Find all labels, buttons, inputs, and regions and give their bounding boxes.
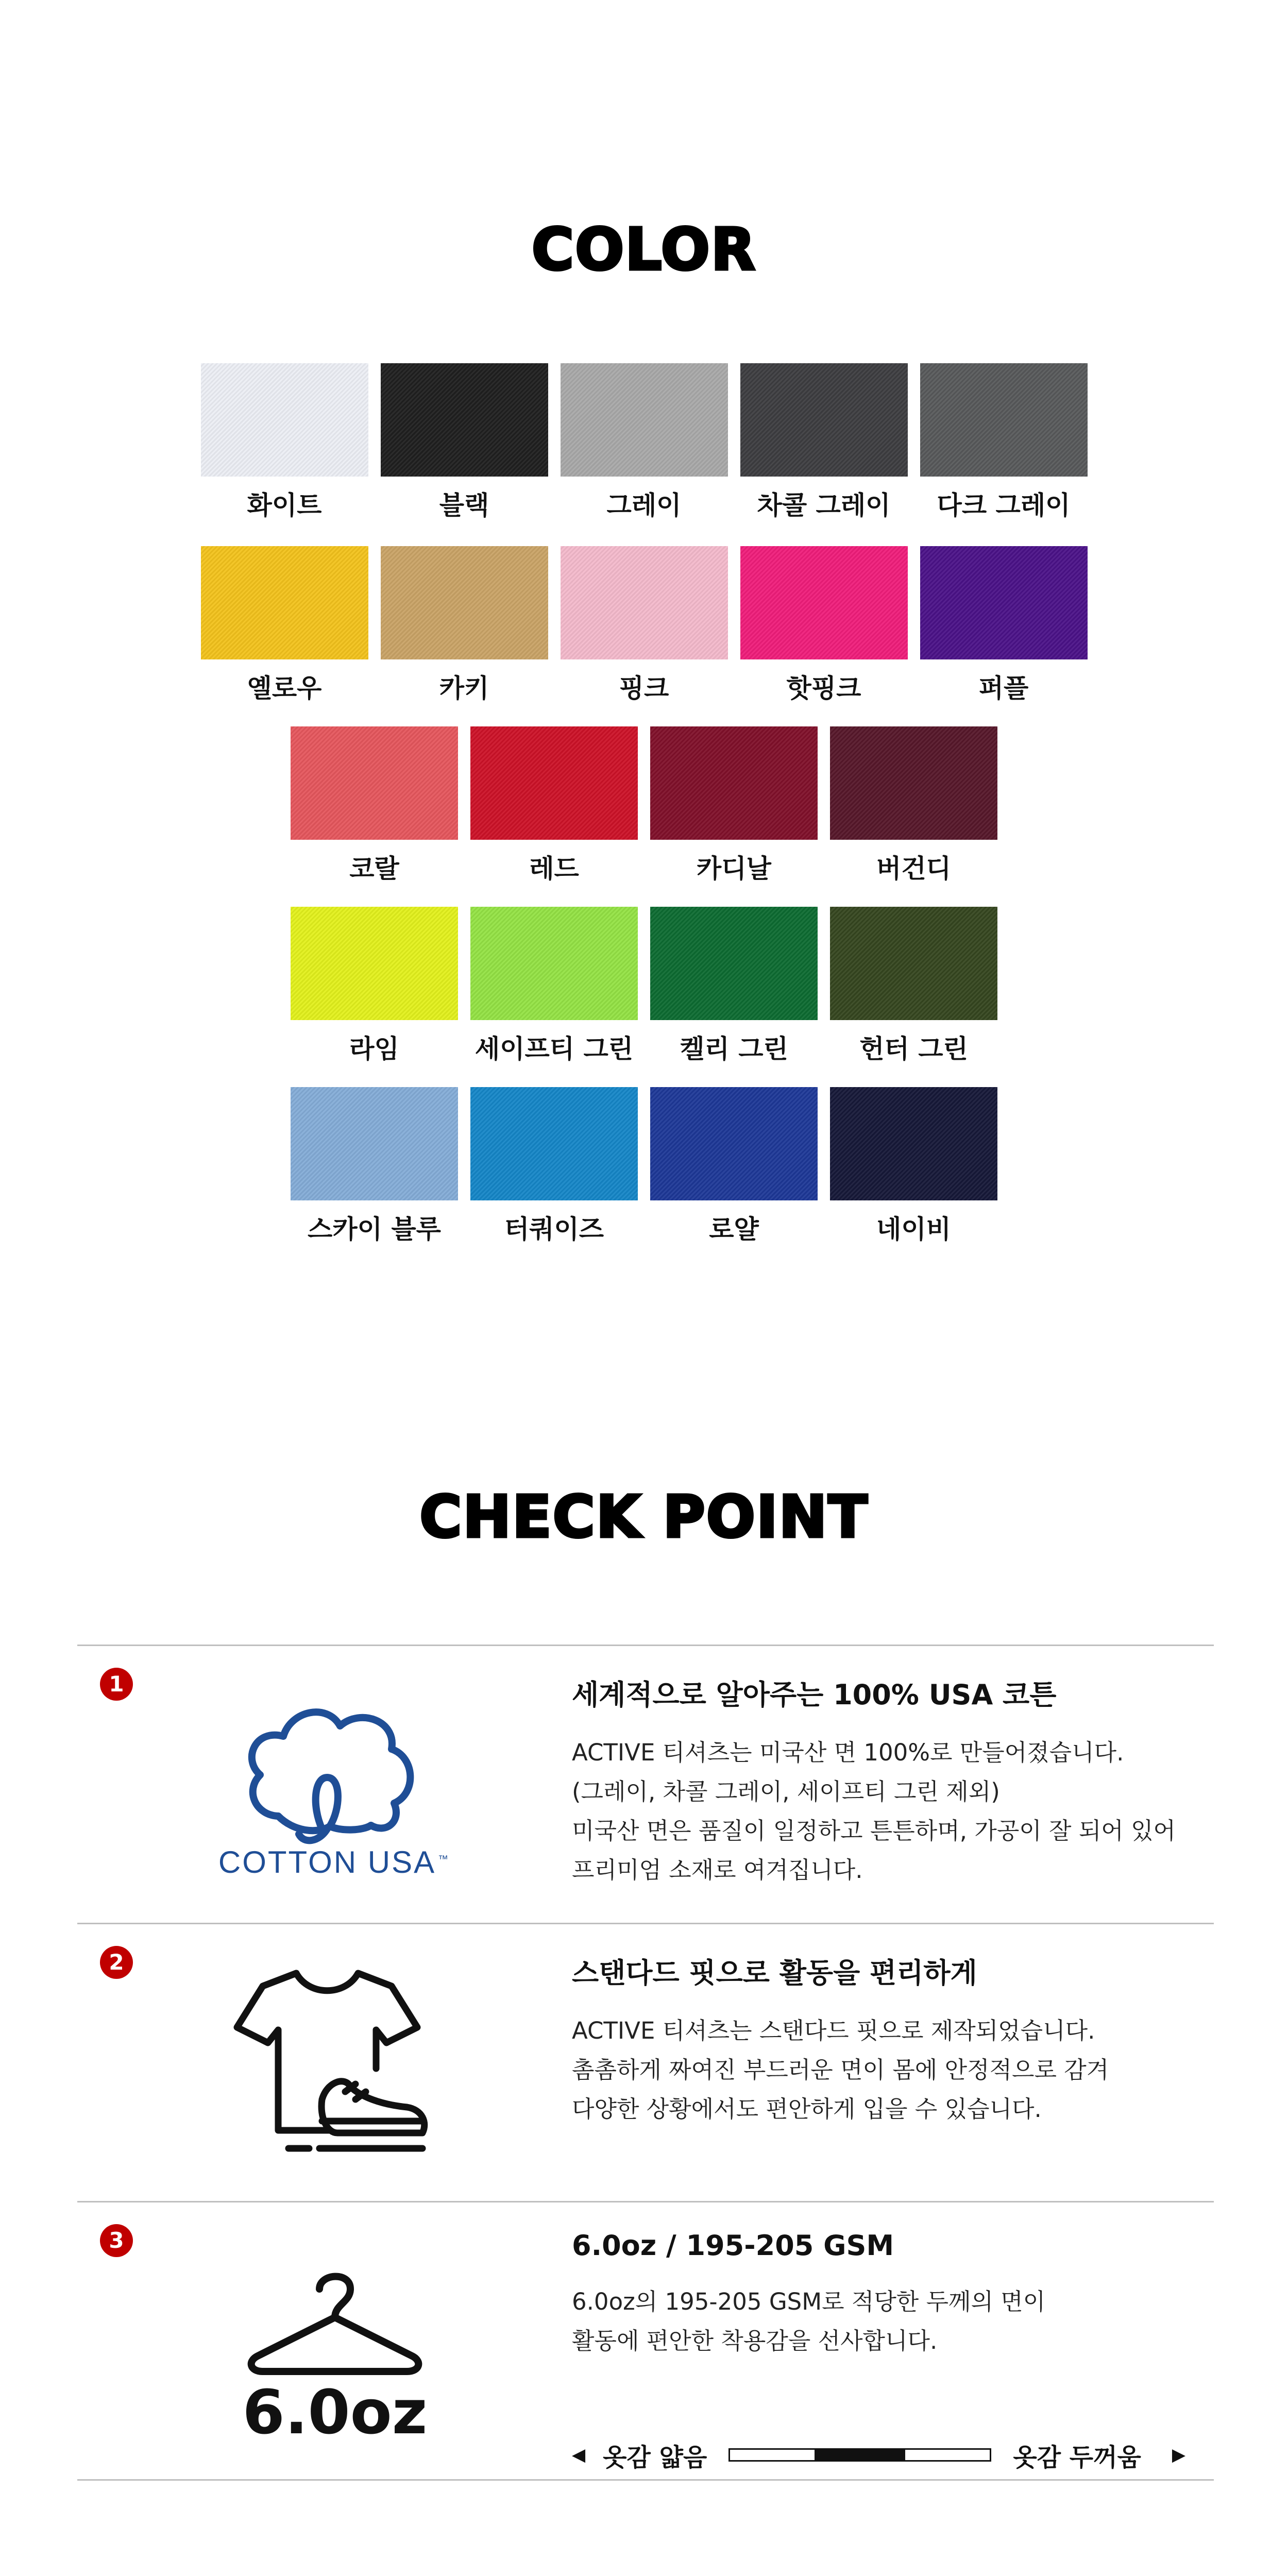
swatch-label: 카키	[439, 673, 489, 703]
swatch-label: 헌터 그린	[859, 1034, 968, 1064]
swatch-label: 레드	[529, 854, 579, 884]
swatch-chip	[291, 1087, 458, 1200]
hanger-icon-svg	[242, 2261, 428, 2379]
swatch-safety-green[interactable]	[470, 907, 638, 1065]
weight-label: 6.0oz	[242, 2377, 428, 2448]
swatch-label: 퍼플	[978, 673, 1029, 703]
check-point-item-2	[77, 1924, 1214, 2202]
swatch-label: 핫핑크	[786, 673, 861, 703]
swatch-chip	[830, 1087, 997, 1200]
thin-label: 옷감 얇음	[603, 2443, 707, 2472]
swatch-label: 세이프티 그린	[474, 1034, 634, 1064]
thickness-segments	[728, 2448, 991, 2462]
swatch-chip	[201, 363, 368, 477]
swatch-label: 로얄	[709, 1214, 759, 1244]
swatch-sky-blue[interactable]	[291, 1087, 458, 1246]
check-point-line: 활동에 편안한 착용감을 선사합니다.	[572, 2327, 938, 2354]
swatch-chip	[650, 907, 818, 1020]
swatch-chip	[920, 363, 1088, 477]
swatch-chip	[470, 907, 638, 1020]
swatch-row-5	[0, 1087, 1288, 1246]
check-point-number: 2	[100, 1946, 133, 1979]
tshirt-sneaker-icon	[206, 1960, 464, 2161]
swatch-chip	[920, 546, 1088, 659]
swatch-chip	[381, 363, 548, 477]
swatch-label: 라임	[349, 1034, 399, 1064]
swatch-label: 핑크	[619, 673, 669, 703]
swatch-label: 카디날	[697, 854, 771, 884]
swatch-chip	[740, 546, 908, 659]
check-point-number: 3	[100, 2224, 133, 2257]
left-arrow-icon: ◀	[572, 2445, 586, 2465]
swatch-row-3	[0, 726, 1288, 885]
thickness-segment	[816, 2448, 904, 2462]
swatch-label: 옐로우	[247, 673, 322, 703]
swatch-chip	[470, 1087, 638, 1200]
swatch-label: 네이비	[876, 1214, 951, 1244]
swatch-label: 블랙	[439, 490, 489, 520]
swatch-khaki[interactable]	[381, 546, 548, 705]
check-point-line: 프리미엄 소재로 여겨집니다.	[572, 1856, 863, 1884]
swatch-lime[interactable]	[291, 907, 458, 1065]
check-point-heading: 세계적으로 알아주는 100% USA 코튼	[572, 1679, 1057, 1711]
swatch-hot-pink[interactable]	[740, 546, 908, 705]
check-point-title: CHECK POINT	[419, 1484, 869, 1551]
check-point-text	[572, 2229, 1211, 2361]
hanger-icon	[206, 2249, 464, 2455]
swatch-label: 화이트	[247, 490, 322, 520]
thickness-segment	[728, 2448, 816, 2462]
swatch-dark-gray[interactable]	[920, 363, 1088, 522]
cotton-usa-logo	[206, 1687, 464, 1883]
swatch-chip	[381, 546, 548, 659]
swatch-hunter-green[interactable]	[830, 907, 997, 1065]
swatch-purple[interactable]	[920, 546, 1088, 705]
swatch-chip	[650, 726, 818, 840]
swatch-row-2	[0, 546, 1288, 705]
cotton-usa-logo-text: COTTON USA	[218, 1845, 436, 1879]
thickness-segment	[904, 2448, 991, 2462]
swatch-label: 켈리 그린	[680, 1034, 788, 1064]
check-point-text	[572, 1951, 1211, 2129]
check-point-line: 촘촘하게 짜여진 부드러운 면이 몸에 안정적으로 감겨	[572, 2056, 1109, 2083]
swatch-navy[interactable]	[830, 1087, 997, 1246]
check-point-line: 6.0oz의 195-205 GSM로 적당한 두께의 면이	[572, 2288, 1046, 2315]
swatch-label: 코랄	[349, 854, 399, 884]
swatch-yellow[interactable]	[201, 546, 368, 705]
swatch-coral[interactable]	[291, 726, 458, 885]
swatch-label: 터쿼이즈	[504, 1214, 604, 1244]
thick-label: 옷감 두꺼움	[1013, 2443, 1141, 2472]
check-point-line: ACTIVE 티셔츠는 미국산 면 100%로 만들어졌습니다.	[572, 1739, 1124, 1766]
check-point-item-1	[77, 1646, 1214, 1924]
swatch-cardinal[interactable]	[650, 726, 818, 885]
swatch-chip	[561, 546, 728, 659]
check-point-heading: 스탠다드 핏으로 활동을 편리하게	[572, 1957, 977, 1989]
swatch-turquoise[interactable]	[470, 1087, 638, 1246]
check-point-text	[572, 1673, 1211, 1890]
color-section-title: COLOR	[531, 216, 757, 283]
swatch-chip	[740, 363, 908, 477]
swatch-row-4	[0, 907, 1288, 1065]
swatch-red[interactable]	[470, 726, 638, 885]
swatch-chip	[830, 726, 997, 840]
swatch-chip	[291, 907, 458, 1020]
swatch-black[interactable]	[381, 363, 548, 522]
check-point-list	[77, 1645, 1214, 2481]
cotton-usa-trademark: ™	[438, 1854, 448, 1865]
swatch-label: 다크 그레이	[937, 490, 1071, 520]
swatch-white[interactable]	[201, 363, 368, 522]
check-point-number: 1	[100, 1668, 133, 1701]
check-point-line: ACTIVE 티셔츠는 스탠다드 핏으로 제작되었습니다.	[572, 2017, 1095, 2044]
swatch-kelly-green[interactable]	[650, 907, 818, 1065]
swatch-chip	[291, 726, 458, 840]
check-point-line: 다양한 상황에서도 편안하게 입을 수 있습니다.	[572, 2095, 1042, 2123]
swatch-label: 버건디	[876, 854, 951, 884]
swatch-label: 그레이	[606, 490, 682, 520]
swatch-chip	[650, 1087, 818, 1200]
swatch-chip	[470, 726, 638, 840]
fabric-thickness-scale	[572, 2439, 1211, 2470]
swatch-chip	[830, 907, 997, 1020]
check-point-heading: 6.0oz / 195-205 GSM	[572, 2229, 894, 2262]
swatch-chip	[561, 363, 728, 477]
check-point-line: (그레이, 차콜 그레이, 세이프티 그린 제외)	[572, 1778, 1000, 1805]
swatch-label: 차콜 그레이	[757, 490, 891, 520]
swatch-royal[interactable]	[650, 1087, 818, 1246]
swatch-pink[interactable]	[561, 546, 728, 705]
swatch-gray[interactable]	[561, 363, 728, 522]
swatch-label: 스카이 블루	[308, 1214, 441, 1244]
swatch-charcoal-gray[interactable]	[740, 363, 908, 522]
swatch-row-1	[0, 363, 1288, 522]
swatch-chip	[201, 546, 368, 659]
cotton-usa-logo-icon	[206, 1687, 464, 1883]
swatch-burgundy[interactable]	[830, 726, 997, 885]
right-arrow-icon: ▶	[1172, 2445, 1186, 2465]
check-point-line: 미국산 면은 품질이 일정하고 튼튼하며, 가공이 잘 되어 있어	[572, 1817, 1176, 1844]
tshirt-sneaker-icon-svg	[206, 1960, 464, 2161]
check-point-item-3	[77, 2202, 1214, 2481]
